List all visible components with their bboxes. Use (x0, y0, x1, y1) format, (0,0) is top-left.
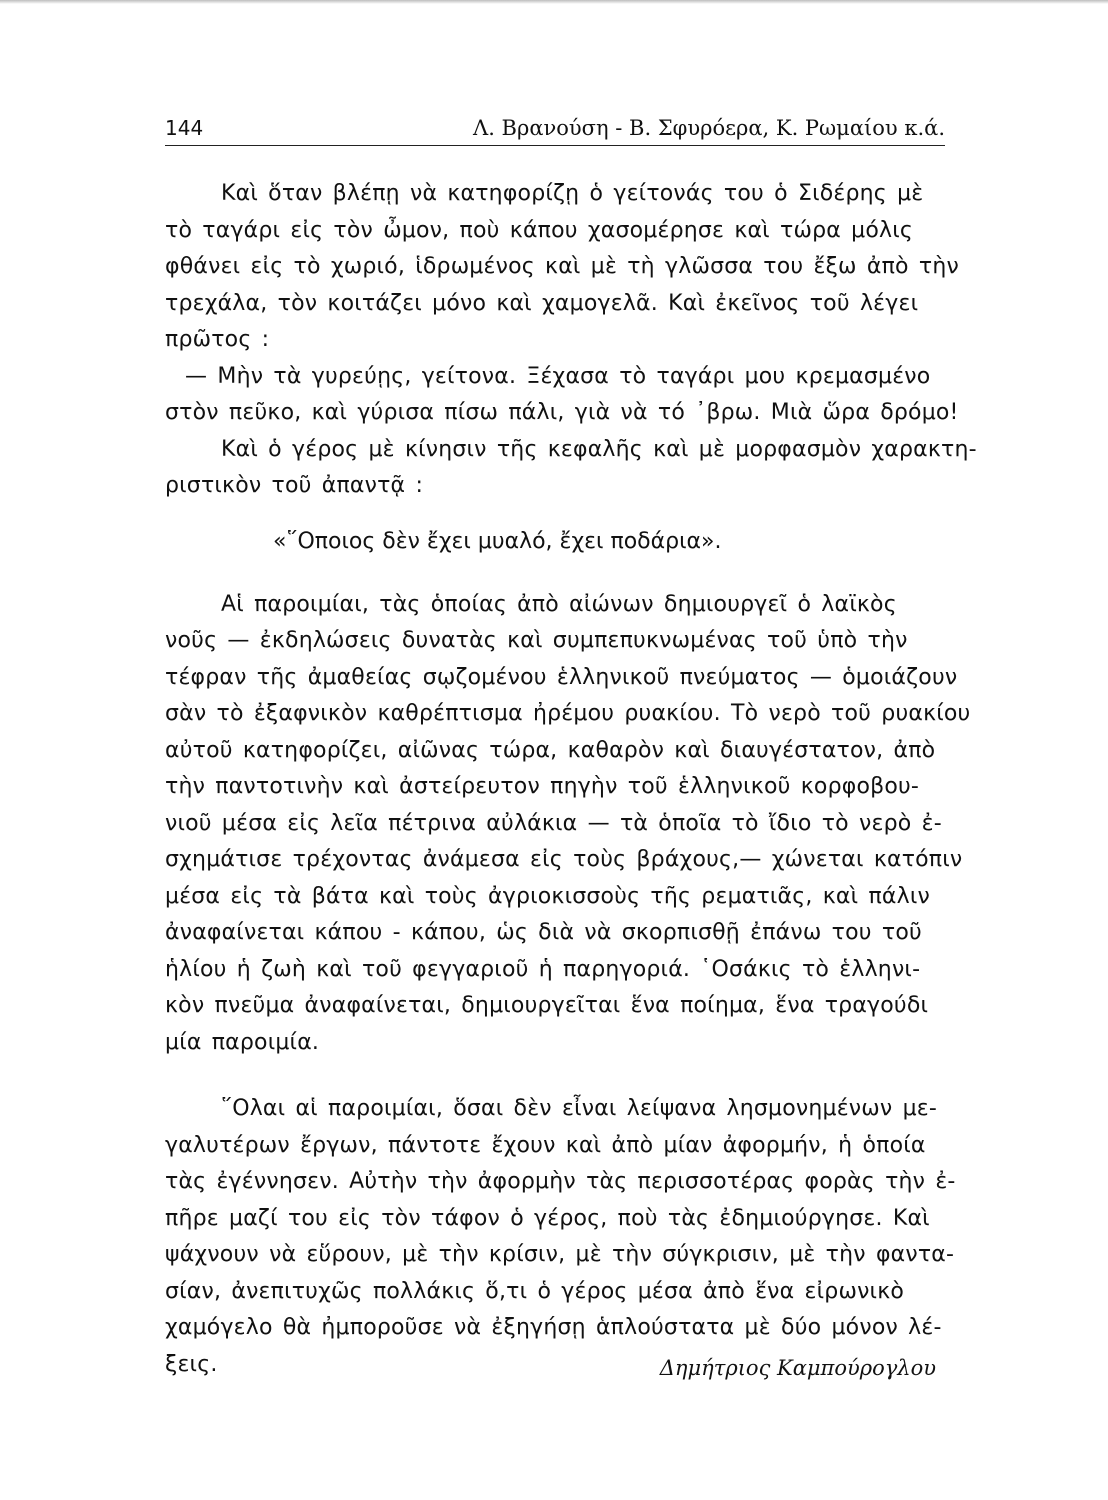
text-line: τὴν παντοτινὴν καὶ ἀστείρευτον πηγὴν τοῦ ἑλληνικοῦ κορφοβου- (165, 774, 920, 799)
text-line: κὸν πνεῦμα ἀναφαίνεται, δημιουργεῖται ἕνα ποίημα, ἕνα τραγούδι (165, 993, 929, 1018)
text-line: τὰς ἐγέννησεν. Αὐτὴν τὴν ἀφορμὴν τὰς περισσοτέρας φορὰς τὴν ἐ- (165, 1169, 956, 1194)
text-line: ἡλίου ἡ ζωὴ καὶ τοῦ φεγγαριοῦ ἡ παρηγοριά. ῾Οσάκις τὸ ἑλληνι- (165, 956, 921, 982)
text-line: ἀναφαίνεται κάπου - κάπου, ὡς διὰ νὰ σκορπισθῇ ἐπάνω του τοῦ (165, 920, 922, 945)
text-line: χαμόγελο θὰ ἠμποροῦσε νὰ ἐξηγήσῃ ἁπλούστατα μὲ δύο μόνον λέ- (165, 1315, 942, 1340)
author-signature: Δημήτριος Καμπούρογλου (659, 1356, 936, 1380)
page-header (165, 112, 945, 148)
running-head: Λ. Βρανούση - Β. Σφυρόερα, Κ. Ρωμαίου κ.ά. (473, 116, 945, 140)
text-line: ψάχνουν νὰ εὕρουν, μὲ τὴν κρίσιν, μὲ τὴν σύγκρισιν, μὲ τὴν φαντα- (165, 1242, 955, 1267)
text-line: πρῶτος : (165, 327, 270, 352)
header-rule (165, 145, 945, 146)
dialogue (165, 359, 985, 432)
spacer (165, 1061, 985, 1091)
text-line: Καὶ ὅταν βλέπῃ νὰ κατηφορίζῃ ὁ γείτονάς του ὁ Σιδέρης μὲ (221, 181, 924, 206)
proverb-quote: «῞Οποιος δὲν ἔχει μυαλό, ἔχει ποδάρια». (273, 528, 722, 554)
text-line: τέφραν τῆς ἀμαθείας σῳζομένου ἑλληνικοῦ πνεύματος — ὁμοιάζουν (165, 664, 958, 690)
spacer (165, 505, 985, 517)
text-line: τὸ ταγάρι εἰς τὸν ὦμον, ποὺ κάπου χασομέρησε καὶ τώρα μόλις (165, 217, 913, 243)
paragraph-3 (165, 587, 985, 1062)
paragraph-2 (165, 432, 985, 505)
paragraph-1 (165, 176, 985, 359)
text-line: τρεχάλα, τὸν κοιτάζει μόνο καὶ χαμογελᾶ. Καὶ ἐκεῖνος τοῦ λέγει (165, 290, 919, 316)
text-line: σὰν τὸ ἐξαφνικὸν καθρέπτισμα ἠρέμου ρυακίου. Τὸ νερὸ τοῦ ρυακίου (165, 701, 971, 726)
text-line: αὐτοῦ κατηφορίζει, αἰῶνας τώρα, καθαρὸν καὶ διαυγέστατον, ἀπὸ (165, 737, 936, 763)
scan-edge (0, 0, 1108, 4)
page-number: 144 (165, 116, 204, 140)
text-line: σίαν, ἀνεπιτυχῶς πολλάκις ὅ,τι ὁ γέρος μέσα ἀπὸ ἕνα εἰρωνικὸ (165, 1278, 905, 1304)
text-line: στὸν πεῦκο, καὶ γύρισα πίσω πάλι, γιὰ νὰ τό ᾽βρω. Μιὰ ὥρα δρόμο! (165, 400, 959, 425)
spacer (165, 567, 985, 587)
text-line: μία παροιμία. (165, 1029, 320, 1055)
text-line: φθάνει εἰς τὸ χωριό, ἱδρωμένος καὶ μὲ τὴ γλῶσσα του ἔξω ἀπὸ τὴν (165, 254, 959, 279)
text-line: — Μὴν τὰ γυρεύῃς, γείτονα. Ξέχασα τὸ ταγάρι μου κρεμασμένο (185, 363, 931, 389)
text-line: ριστικὸν τοῦ ἀπαντᾷ : (165, 473, 424, 498)
text-line: ῞Ολαι αἱ παροιμίαι, ὅσαι δὲν εἶναι λείψανα λησμονημένων με- (221, 1096, 938, 1121)
text-line: ξεις. (165, 1351, 218, 1377)
text-line: Καὶ ὁ γέρος μὲ κίνησιν τῆς κεφαλῆς καὶ μὲ μορφασμὸν χαρακτη- (221, 436, 977, 462)
text-line: γαλυτέρων ἔργων, πάντοτε ἔχουν καὶ ἀπὸ μίαν ἀφορμήν, ἡ ὁποία (165, 1132, 926, 1158)
page-body (165, 176, 985, 1383)
text-line: νιοῦ μέσα εἰς λεῖα πέτρινα αὐλάκια — τὰ ὁποῖα τὸ ἴδιο τὸ νερὸ ἐ- (165, 810, 942, 836)
text-line: μέσα εἰς τὰ βάτα καὶ τοὺς ἀγριοκισσοὺς τῆς ρεματιᾶς, καὶ πάλιν (165, 883, 930, 909)
paragraph-4 (165, 1091, 985, 1383)
text-line: Αἱ παροιμίαι, τὰς ὁποίας ἀπὸ αἰώνων δημιουργεῖ ὁ λαϊκὸς (221, 591, 897, 617)
text-line: νοῦς — ἐκδηλώσεις δυνατὰς καὶ συμπεπυκνωμένας τοῦ ὑπὸ τὴν (165, 628, 908, 653)
text-line: σχημάτισε τρέχοντας ἀνάμεσα εἰς τοὺς βράχους,— χώνεται κατόπιν (165, 847, 963, 872)
text-line: πῆρε μαζί του εἰς τὸν τάφον ὁ γέρος, ποὺ τὰς ἐδημιούργησε. Καὶ (165, 1205, 930, 1231)
